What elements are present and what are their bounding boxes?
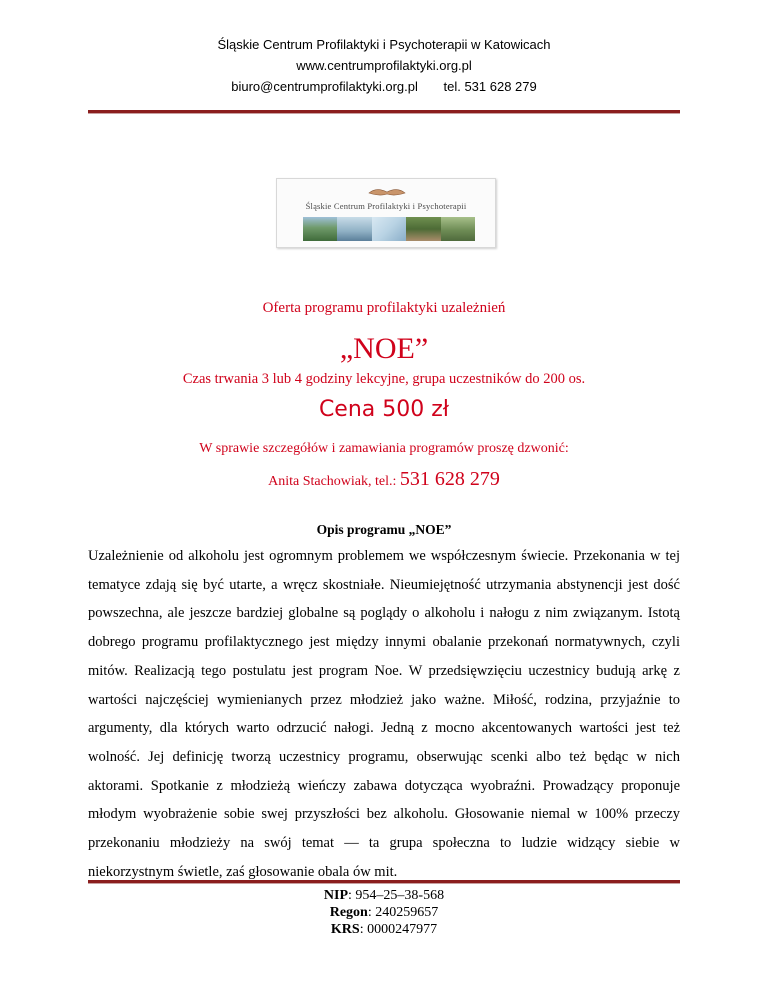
email-link[interactable]: biuro@centrumprofilaktyki.org.pl xyxy=(231,79,418,94)
contact-line xyxy=(0,76,768,97)
krs-value: : 0000247977 xyxy=(359,922,438,937)
sky-photo xyxy=(372,217,406,241)
description-text: Uzależnienie od alkoholu jest ogromnym problemem we współczesnym świecie. Przekonania w tej tematyce zdają się być utarte, a wręcz skostniałe. Nieumiejętność utrzymania abstynencji jest dość powszechna, ale jeszcze bardziej globalne są poglądy o alkoholu i nałogu z nim związanym. Istotą dobrego programu profilaktycznego jest między innymi obalanie przekonań normatywnych, czyli mitów. Realizacją tego postulatu jest program Noe. W przedsięwzięciu uczestnicy budują arkę z wartości najczęściej wymienianych przez młodzież jako ważne. Miłość, rodzina, przyjaźnie to argumenty, dla których warto odrzucić nałogi. Jedną z mocno akcentowanych wartości jest też wolność. Jej definicję tworzą uczestnicy programu, obserwując scenki albo też będąc w nich aktorami. Spotkanie z młodzieżą wieńczy zabawa dotycząca wyobraźni. Prowadzący proponuje młodym wyobrażenie sobie swej przyszłości bez alkoholu. Głosowanie niemal w 100% przeczy przekonaniu młodzieży na swój temat — ta grupa społeczna to ludzie widzący siebie w niekorzystnym świetle, zaś głosowanie obala ów mit. xyxy=(88,548,680,880)
footer xyxy=(0,887,768,938)
organization-logo xyxy=(276,178,496,248)
nip-value: : 954–25–38-568 xyxy=(348,888,445,903)
contact-person-line xyxy=(0,468,768,491)
offer-title: Oferta programu profilaktyki uzależnień xyxy=(262,300,506,316)
regon-label: Regon xyxy=(329,905,368,920)
garden-photo xyxy=(441,217,475,241)
footer-divider xyxy=(88,880,680,884)
header-phone: tel. 531 628 279 xyxy=(443,79,537,94)
description-title: Opis programu „NOE” xyxy=(316,522,452,537)
letterhead xyxy=(0,34,768,97)
regon-value: : 240259657 xyxy=(367,905,439,920)
program-duration: Czas trwania 3 lub 4 godziny lekcyjne, grupa uczestników do 200 os. xyxy=(182,371,586,387)
contact-person: Anita Stachowiak, tel.: xyxy=(268,474,397,489)
krs-label: KRS xyxy=(330,922,360,937)
program-name: „NOE” xyxy=(339,332,429,365)
header-divider xyxy=(88,110,680,114)
website-link[interactable]: www.centrumprofilaktyki.org.pl xyxy=(296,58,472,73)
hands-logo-icon xyxy=(367,185,407,199)
program-price: Cena 500 zł xyxy=(318,397,450,422)
water-photo xyxy=(337,217,371,241)
nip-line xyxy=(0,887,768,904)
building-photo xyxy=(406,217,440,241)
krs-line xyxy=(0,921,768,938)
contact-number: 531 628 279 xyxy=(399,468,500,490)
details-prompt: W sprawie szczegółów i zamawiania programów proszę dzwonić: xyxy=(199,441,569,456)
lake-photo xyxy=(303,217,337,241)
org-name: Śląskie Centrum Profilaktyki i Psychoterapii w Katowicach xyxy=(217,37,551,52)
logo-text: Śląskie Centrum Profilaktyki i Psychoterapii xyxy=(305,201,467,211)
nip-label: NIP xyxy=(323,888,349,903)
logo-photo-strip xyxy=(303,217,475,241)
regon-line xyxy=(0,904,768,921)
